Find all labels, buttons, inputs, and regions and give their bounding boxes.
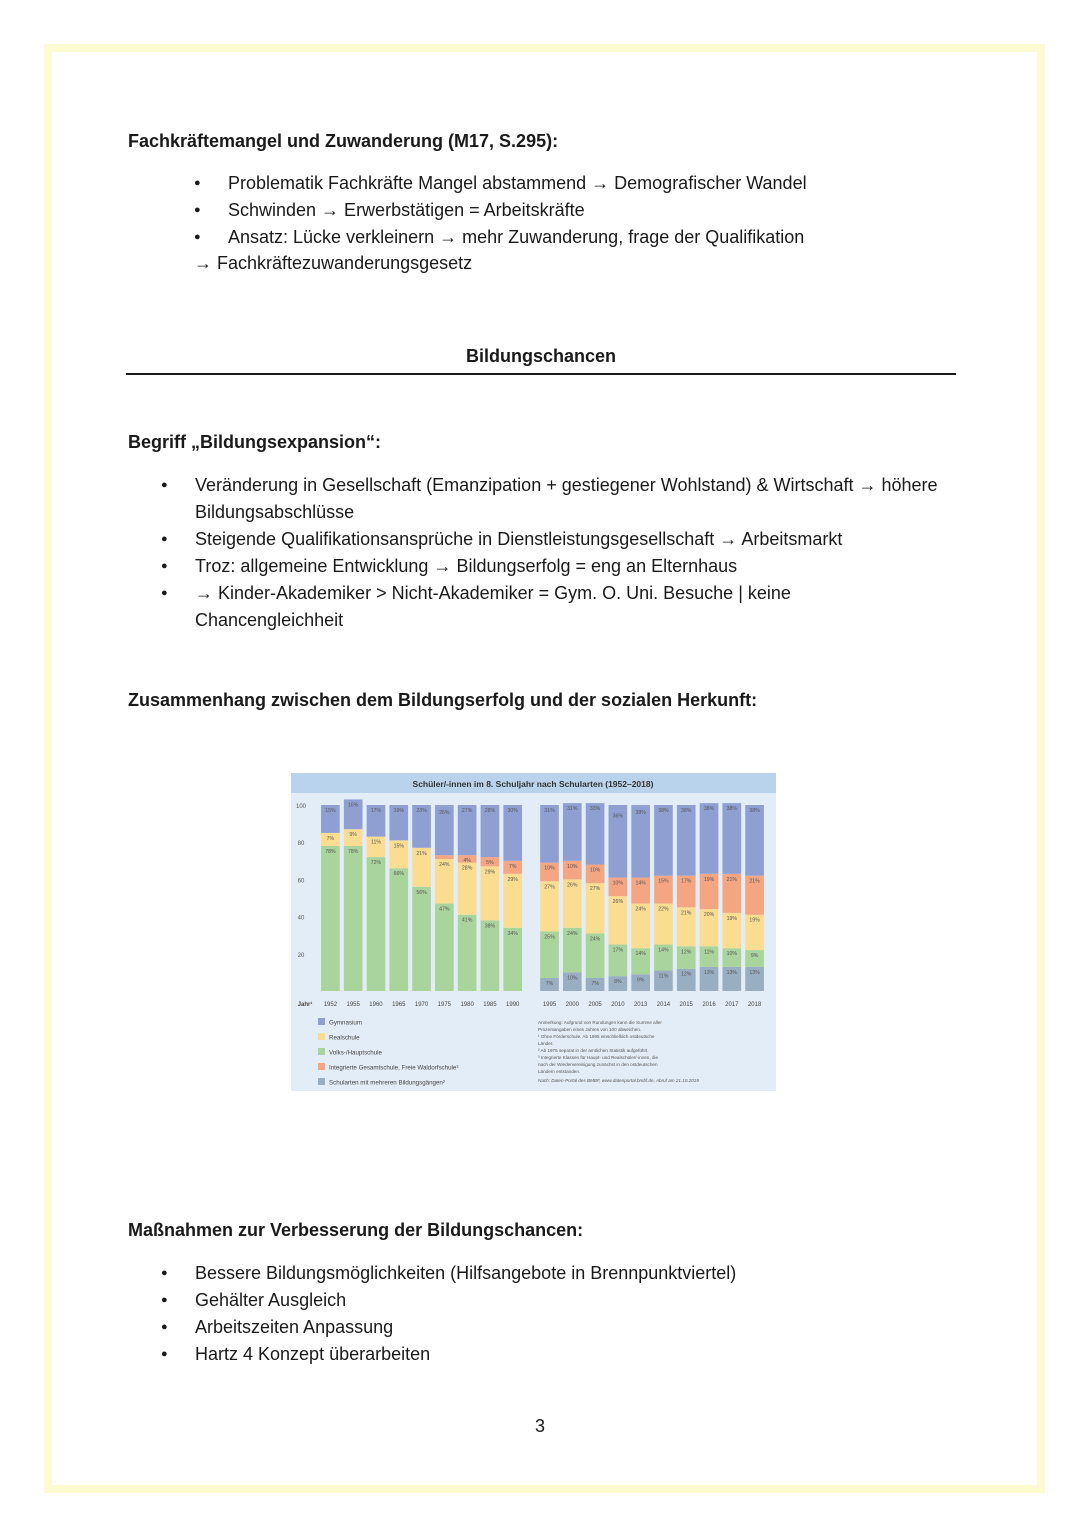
bar-segment	[321, 846, 340, 991]
bildungsexpansion-bullet-list	[161, 472, 961, 634]
list-item: ● Steigende Qualifikationsansprüche in Dienstleistungsgesellschaft → Arbeitsmarkt	[161, 526, 961, 553]
bar-data-label: 21%	[749, 878, 760, 885]
chart-note-line: ¹ Ohne Förderschule. Ab 1995 einschließlich ostdeutsche	[538, 1034, 655, 1039]
list-item: ● Arbeitszeiten Anpassung	[161, 1314, 736, 1341]
fachkraefte-note: → Fachkräftezuwanderungsgesetz	[194, 253, 473, 273]
chart-note-line: Länder.	[538, 1041, 554, 1046]
chart-note-line: Ländern entstanden.	[538, 1069, 581, 1074]
fachkraefte-bullet-list	[194, 170, 807, 251]
bar-data-label: 10%	[589, 867, 601, 874]
bar-data-label: 19%	[703, 876, 715, 883]
y-tick-label: 60	[297, 878, 305, 885]
bar-data-label: 24%	[567, 930, 578, 937]
bar-segment	[435, 805, 454, 807]
x-tick-label: 1970	[414, 1002, 429, 1008]
bar-data-label: 24%	[439, 861, 450, 868]
title-divider	[126, 373, 956, 375]
bar-data-label: 10%	[544, 865, 555, 872]
bar-data-label: 30%	[507, 808, 518, 814]
legend-swatch	[318, 1078, 325, 1085]
bar-segment	[677, 805, 696, 876]
legend-entry: Volks-/Hauptschule	[329, 1049, 382, 1057]
bar-data-label: 22%	[658, 906, 669, 913]
bar-data-label: 27%	[589, 886, 601, 893]
bar-data-label: 12%	[681, 971, 692, 978]
y-tick-label: 100	[295, 804, 307, 810]
heading-massnahmen: Maßnahmen zur Verbesserung der Bildungschancen:	[128, 1220, 584, 1240]
bar-data-label: 9%	[636, 977, 645, 984]
bar-data-label: 31%	[544, 808, 555, 814]
bar-data-label: 7%	[508, 863, 517, 870]
bar-data-label: 7%	[326, 835, 335, 842]
bar-data-label: 15%	[658, 878, 669, 885]
bar-data-label: 13%	[749, 969, 760, 976]
bar-data-label: 19%	[749, 917, 760, 924]
bar-data-label: 23%	[416, 808, 427, 814]
bar-data-label: 34%	[507, 930, 518, 937]
x-tick-label: 1985	[483, 1002, 497, 1008]
bar-data-label: 72%	[370, 860, 382, 867]
bar-data-label: 21%	[681, 910, 692, 917]
x-tick-label: 1965	[392, 1002, 406, 1008]
x-tick-label: 1995	[542, 1002, 557, 1008]
bar-data-label: 29%	[484, 869, 496, 876]
bar-data-label: 14%	[658, 947, 669, 954]
bar-segment	[435, 904, 454, 991]
list-item: ● Ansatz: Lücke verkleinern → mehr Zuwanderung, frage der Qualifikation	[194, 224, 807, 251]
x-axis-label: Jahr¹	[297, 1002, 313, 1008]
list-item: ● Hartz 4 Konzept überarbeiten	[161, 1341, 736, 1368]
bar-data-label: 26%	[567, 882, 578, 889]
bar-data-label: 17%	[370, 808, 382, 814]
x-tick-label: 2017	[725, 1002, 739, 1008]
bar-segment	[609, 811, 628, 878]
x-tick-label: 2014	[656, 1002, 671, 1008]
x-tick-label: 2018	[747, 1002, 762, 1008]
x-tick-label: 2010	[611, 1002, 625, 1008]
bar-data-label: 26%	[612, 899, 624, 906]
chart-note-line: Anmerkung: Aufgrund von Rundungen kann die Summe aller	[538, 1020, 662, 1025]
bar-data-label: 66%	[393, 871, 404, 878]
bar-data-label: 27%	[461, 808, 473, 814]
bar-data-label: 14%	[635, 951, 646, 958]
bar-data-label: 38%	[658, 808, 669, 814]
list-item: ● Veränderung in Gesellschaft (Emanzipation + gestiegener Wohlstand) & Wirtschaft → höhere Bildungsabschlüsse	[161, 472, 961, 526]
bar-data-label: 10%	[726, 951, 738, 958]
legend-entry: Realschule	[329, 1034, 360, 1042]
heading-bildungsexpansion: Begriff „Bildungsexpansion“:	[128, 432, 382, 452]
x-tick-label: 1990	[506, 1002, 520, 1008]
bar-data-label: 36%	[612, 813, 624, 820]
bar-segment	[435, 855, 454, 859]
bar-data-label: 21%	[726, 876, 738, 883]
bar-data-label: 38%	[681, 808, 692, 814]
list-item: ● Troz: allgemeine Entwicklung → Bildungserfolg = eng an Elternhaus	[161, 553, 961, 580]
list-item: ● Gehälter Ausgleich	[161, 1287, 736, 1314]
bar-data-label: 19%	[726, 915, 738, 922]
bar-data-label: 38%	[703, 806, 715, 813]
x-tick-label: 1975	[437, 1002, 452, 1008]
chart-note-line: ³ Integrierte Klassen für Haupt- und Realschüler/-innen, die	[538, 1055, 659, 1060]
bar-data-label: 7%	[591, 980, 599, 987]
chart-note-line: nach der Wiedervereinigung zunächst in den ostdeutschen	[538, 1062, 658, 1067]
bar-data-label: 24%	[589, 936, 601, 943]
bar-data-label: 13%	[726, 969, 738, 976]
bar-data-label: 38%	[726, 806, 738, 813]
chart-source: Nach: Daten-Portal des BMBF, www.datenportal.bmbf.de, Abruf am 21.10.2019	[538, 1078, 699, 1083]
bar-data-label: 17%	[681, 878, 692, 885]
bar-segment	[503, 928, 522, 991]
bar-data-label: 78%	[325, 848, 336, 855]
bar-data-label: 26%	[439, 809, 450, 816]
bar-data-label: 9%	[750, 953, 759, 960]
bar-data-label: 12%	[681, 949, 692, 956]
massnahmen-bullet-list	[161, 1260, 736, 1368]
bar-segment	[654, 805, 673, 876]
list-item: ● Schwinden → Erwerbstätigen = Arbeitskräfte	[194, 197, 807, 224]
x-tick-label: 1952	[323, 1002, 338, 1008]
legend-swatch	[318, 1063, 325, 1070]
bar-data-label: 38%	[484, 923, 496, 930]
legend-entry: Gymnasium	[329, 1019, 363, 1027]
bar-data-label: 11%	[704, 949, 715, 956]
bar-segment	[389, 868, 408, 991]
chart-title: Schüler/-innen im 8. Schuljahr nach Schularten (1952–2018)	[412, 779, 654, 789]
page-number: 3	[534, 1416, 545, 1436]
bar-data-label: 47%	[439, 906, 450, 913]
list-item: ● → Kinder-Akademiker > Nicht-Akademiker = Gym. O. Uni. Besuche | keine Chancengleichheit	[161, 580, 835, 634]
bar-data-label: 78%	[347, 848, 359, 855]
bar-data-label: 14%	[635, 880, 646, 887]
x-tick-label: 1960	[369, 1002, 383, 1008]
chart-note-line: Prozentangaben eines Jahres von 100 abweichen.	[538, 1027, 642, 1032]
x-tick-label: 1980	[460, 1002, 474, 1008]
page-title: Bildungschancen	[465, 346, 617, 366]
bar-data-label: 31%	[567, 806, 578, 813]
bar-segment	[631, 805, 650, 807]
bar-data-label: 24%	[635, 906, 646, 913]
x-tick-label: 1955	[346, 1002, 360, 1008]
bar-data-label: 33%	[589, 806, 601, 813]
bar-segment	[367, 857, 386, 991]
heading-zusammenhang: Zusammenhang zwischen dem Bildungserfolg und der sozialen Herkunft:	[128, 690, 758, 710]
bar-data-label: 27%	[544, 884, 555, 891]
y-tick-label: 80	[297, 841, 305, 848]
bar-data-label: 9%	[349, 832, 357, 839]
legend-swatch	[318, 1033, 325, 1040]
bar-segment	[700, 803, 719, 874]
bar-segment	[412, 887, 431, 991]
bar-segment	[481, 920, 500, 991]
bar-data-label: 15%	[325, 808, 336, 814]
bar-data-label: 29%	[507, 876, 518, 883]
bar-data-label: 28%	[461, 865, 473, 872]
bar-data-label: 7%	[545, 980, 554, 987]
schularten-chart	[291, 773, 776, 1091]
bar-segment	[631, 807, 650, 878]
bar-segment	[344, 846, 363, 991]
bar-data-label: 38%	[635, 809, 646, 816]
bar-data-label: 11%	[370, 839, 381, 846]
bar-data-label: 10%	[612, 880, 624, 887]
bar-data-label: 19%	[393, 808, 404, 814]
legend-entry: Integrierte Gesamtschule, Freie Waldorfschule³	[329, 1064, 459, 1072]
bar-segment	[745, 805, 764, 876]
bar-segment	[586, 803, 605, 864]
y-tick-label: 40	[297, 915, 305, 922]
bar-data-label: 41%	[461, 917, 473, 924]
heading-fachkraeftemangel: Fachkräftemangel und Zuwanderung (M17, S.295):	[128, 131, 559, 151]
bar-data-label: 25%	[544, 934, 555, 941]
bar-data-label: 4%	[463, 858, 471, 865]
bar-segment	[722, 803, 741, 874]
x-tick-label: 2015	[679, 1002, 693, 1008]
bar-data-label: 28%	[484, 808, 496, 814]
bar-segment	[609, 805, 628, 811]
x-tick-label: 2000	[565, 1002, 579, 1008]
bar-data-label: 21%	[416, 850, 427, 857]
legend-entry: Schularten mit mehreren Bildungsgängen²	[329, 1079, 445, 1087]
bar-data-label: 20%	[703, 912, 715, 919]
chart-note-line: ² Ab 1975 separat in der amtlichen Statistik aufgeführt.	[538, 1048, 649, 1053]
bar-data-label: 11%	[658, 973, 669, 980]
bar-data-label: 15%	[393, 843, 404, 850]
bar-data-label: 56%	[416, 889, 427, 896]
chart-svg	[291, 773, 776, 1091]
bar-data-label: 5%	[486, 860, 494, 867]
bar-data-label: 8%	[614, 979, 622, 986]
x-tick-label: 2013	[633, 1002, 648, 1008]
bar-data-label: 16%	[347, 802, 359, 809]
y-tick-label: 20	[297, 952, 305, 959]
bar-segment	[458, 915, 477, 991]
legend-swatch	[318, 1048, 325, 1055]
bar-data-label: 38%	[749, 808, 760, 814]
bar-data-label: 17%	[612, 947, 624, 954]
bar-data-label: 13%	[703, 969, 715, 976]
bar-data-label: 10%	[567, 975, 578, 982]
x-tick-label: 2005	[588, 1002, 602, 1008]
list-item: ● Problematik Fachkräfte Mangel abstammend → Demografischer Wandel	[194, 170, 807, 197]
x-tick-label: 2016	[702, 1002, 716, 1008]
legend-swatch	[318, 1018, 325, 1025]
list-item: ● Bessere Bildungsmöglichkeiten (Hilfsangebote in Brennpunktviertel)	[161, 1260, 736, 1287]
bar-data-label: 10%	[567, 863, 578, 870]
